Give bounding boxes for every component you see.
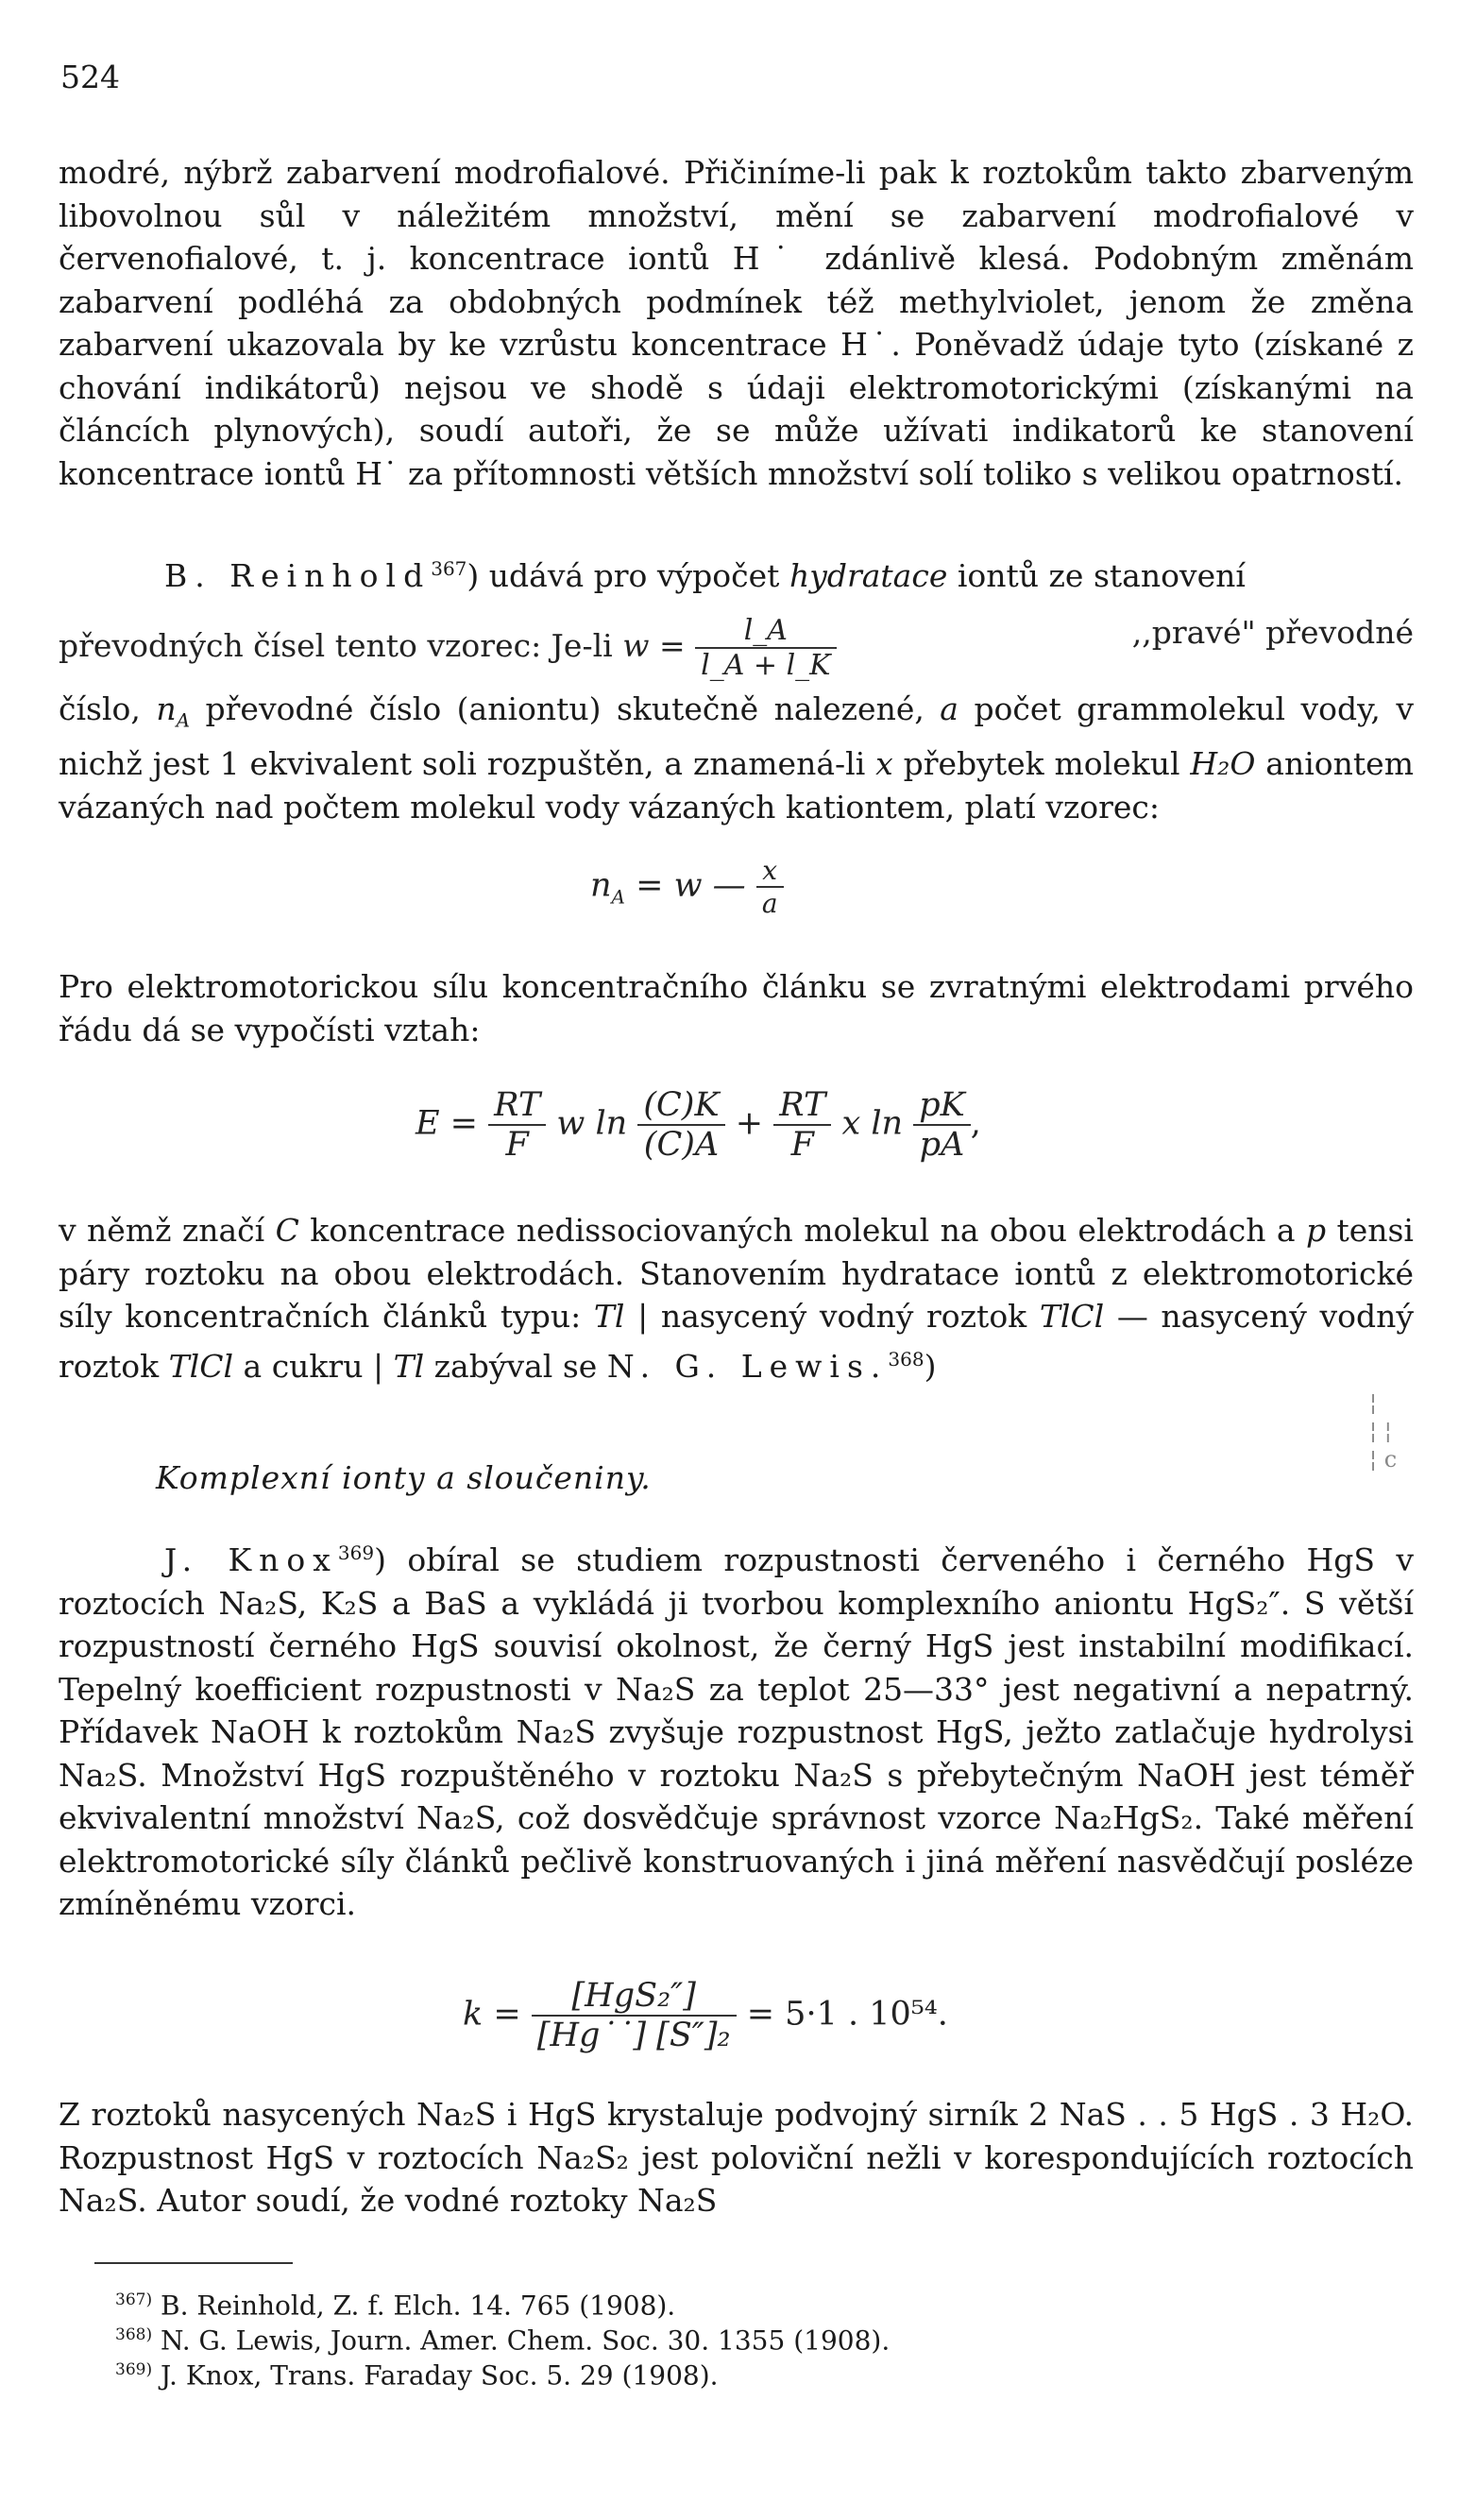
fraction-c bbox=[637, 1086, 724, 1164]
author-reinhold: B. Reinhold bbox=[164, 557, 432, 594]
text-span: číslo, bbox=[59, 690, 141, 727]
fraction-w bbox=[695, 614, 836, 682]
footnote-368 bbox=[115, 2319, 890, 2357]
fraction-rt-f-2 bbox=[773, 1086, 831, 1164]
text-span: tensi páry roztoku na obou elektrodách. Stanovením hydratace iontů z elektromotorické síly koncentračních článků typu: bbox=[59, 1212, 1414, 1335]
text-span: zabýval se bbox=[433, 1347, 598, 1385]
fraction-denominator: a bbox=[761, 888, 778, 919]
text-span: a cukru | bbox=[243, 1347, 384, 1385]
footnote-number: 369) bbox=[115, 2360, 153, 2379]
footnote-369 bbox=[115, 2354, 719, 2392]
equation-emf: E = $\frac{RT}{F}$ w ln $\frac{(C)K}{(C)A}$ + $\frac{RT}{F}$ x ln $\frac{pK}{pA}$ , bbox=[416, 1086, 981, 1164]
fraction-rt-f bbox=[488, 1086, 546, 1164]
footnote-number: 367) bbox=[115, 2290, 153, 2309]
symbol-c: C bbox=[275, 1212, 299, 1249]
fraction-denominator: (C)A bbox=[643, 1126, 720, 1164]
footnote-number: 368) bbox=[115, 2325, 153, 2344]
text-span: převodných čísel tento vzorec: Je-li bbox=[59, 627, 613, 664]
fraction-numerator: RT bbox=[773, 1086, 831, 1126]
ref-369: 369 bbox=[337, 1541, 375, 1564]
paragraph-reinhold-cont: číslo, $n_A$ převodné číslo (aniontu) skutečně nalezené, a počet grammolekul vody, v nichž jest 1 ekvivalent soli rozpuštěn, a znamená-li x přebytek molekul H₂O aniontem vázaných nad počtem molekul vody vázaných kationtem, platí vzorec: bbox=[59, 690, 1414, 826]
text-span: přebytek molekul bbox=[903, 745, 1180, 783]
fraction-denominator: F bbox=[505, 1126, 529, 1164]
paragraph-crystallization: Z roztoků nasycených Na₂S i HgS krystaluje podvojný sirník 2 NaS . . 5 HgS . 3 H₂O. Rozpustnost HgS v roztocích Na₂S₂ jest poloviční nežli v korespondujících roztocích Na₂S. Autor soudí, že vodné roztoky Na₂S bbox=[59, 2096, 1414, 2219]
fraction-denominator: [Hg˙˙] [S″]₂ bbox=[536, 2017, 731, 2054]
footnote-text: B. Reinhold, Z. f. Elch. 14. 765 (1908). bbox=[161, 2290, 676, 2322]
symbol-a: a bbox=[940, 690, 959, 727]
formula-tl-2: Tl bbox=[393, 1347, 425, 1385]
text-span: počet grammolekul vody, v nichž jest 1 ekvivalent soli rozpuštěn, a znamená-li bbox=[59, 690, 1414, 783]
fraction-numerator: x bbox=[756, 855, 784, 888]
paragraph-indicators: modré, nýbrž zabarvení modrofialové. Přičiníme-li pak k roztokům takto zbarveným libovolnou sůl v náležitém množství, mění se zabarvení modrofialové v červenofialové, t. j. koncentrace iontů H˙ zdánlivě klesá. Podobným změnám zabarvení podléhá za obdobných podmínek též methylviolet, jenom že změna zabarvení ukazovala by ke vzrůstu koncentrace H˙. Poněvadž údaje tyto (získané z chování indikátorů) nejsou ve shodě s údaji elektromotorickými (získanými na článcích plynových), soudí autoři, že se může užívati indikatorů ke stanovení koncentrace iontů H˙ za přítomnosti větších množství solí toliko s velikou opatrností. bbox=[59, 154, 1414, 492]
paragraph-emf: Pro elektromotorickou sílu koncentračního článku se zvratnými elektrodami prvého řádu dá se vypočísti vztah: bbox=[59, 968, 1414, 1048]
text-span: koncentrace nedissociovaných molekul na obou elektrodách a bbox=[310, 1212, 1296, 1249]
emphasis-hydratace: hydratace bbox=[789, 557, 948, 594]
formula-tl: Tl bbox=[593, 1298, 625, 1335]
section-heading: Komplexní ionty a sloučeniny. bbox=[156, 1459, 652, 1496]
footnote-text: J. Knox, Trans. Faraday Soc. 5. 29 (1908). bbox=[161, 2359, 719, 2392]
text-span: ) bbox=[924, 1347, 937, 1385]
text-span: převodné číslo (aniontu) skutečně nalezené, bbox=[205, 690, 925, 727]
eq2-lhs: n bbox=[590, 866, 612, 905]
eq3-w-ln: w ln bbox=[556, 1104, 628, 1143]
fraction-numerator: pK bbox=[913, 1086, 971, 1126]
author-knox: J. Knox bbox=[164, 1541, 338, 1578]
text-span: ) obíral se studiem rozpustnosti červeného i černého HgS v roztocích Na₂S, K₂S a BaS a vykládá ji tvorbou komplexního aniontu HgS₂″. S větší rozpustností černého HgS souvisí okolnost, že černý HgS jest instabilní modifikací. Tepelný koefficient rozpustnosti v Na₂S za teplot 25—33° jest negativní a nepatrný. Přídavek NaOH k roztokům Na₂S zvyšuje rozpustnost HgS, ježto zatlačuje hydrolysi Na₂S. Množství HgS rozpuštěného v roztoku Na₂S s přebytečným NaOH jest téměř ekvivalentní množství Na₂S, což dosvědčuje správnost vzorce Na₂HgS₂. Také měření elektromotorické síly článků pečlivě konstruovaných i jiná měření nasvědčují posléze zmíněnému vzorci. bbox=[59, 1541, 1414, 1922]
ref-367: 367 bbox=[431, 557, 467, 580]
eq4-rhs: = 5·1 . 10⁵⁴. bbox=[746, 1995, 948, 2034]
text-span: iontů ze stanovení bbox=[957, 557, 1246, 594]
paragraph-reinhold bbox=[59, 548, 1414, 598]
formula-h2o: H₂O bbox=[1190, 745, 1256, 783]
ref-368: 368 bbox=[888, 1347, 925, 1371]
eq2-sub: A bbox=[611, 885, 625, 909]
margin-marks: ¦ ¦ ¦ ¦ c bbox=[1369, 1389, 1398, 1473]
text-span: | nasycený vodný roztok bbox=[637, 1298, 1027, 1335]
fraction-numerator: l_A bbox=[695, 614, 836, 649]
symbol-n: n bbox=[156, 690, 177, 727]
fraction-numerator: (C)K bbox=[637, 1086, 724, 1126]
fraction-p bbox=[913, 1086, 971, 1164]
equation-na bbox=[590, 855, 784, 919]
eq1-lhs: w = bbox=[622, 627, 686, 664]
page-number: 524 bbox=[60, 59, 120, 95]
plus-sign: + bbox=[735, 1104, 764, 1143]
eq4-lhs: k = bbox=[463, 1995, 521, 2034]
fraction-numerator: RT bbox=[488, 1086, 546, 1126]
paragraph-knox bbox=[59, 1532, 1414, 1926]
symbol-p: p bbox=[1305, 1212, 1327, 1249]
text-span: v němž značí bbox=[59, 1212, 265, 1249]
footnote-text: N. G. Lewis, Journ. Amer. Chem. Soc. 30. 1355 (1908). bbox=[161, 2324, 891, 2357]
fraction-hgs bbox=[532, 1977, 737, 2054]
equation-k bbox=[463, 1977, 948, 2054]
footnote-367 bbox=[115, 2284, 675, 2322]
text-span: aniontem vázaných nad počtem molekul vody vázaných kationtem, platí vzorec: bbox=[59, 745, 1414, 826]
text-span: — nasycený vodný roztok bbox=[59, 1298, 1414, 1385]
footnote-rule bbox=[94, 2262, 293, 2264]
eq3-lhs: E = bbox=[416, 1104, 479, 1143]
fraction-denominator: F bbox=[790, 1126, 814, 1164]
fraction-numerator: [HgS₂″] bbox=[532, 1977, 737, 2017]
formula-tlcl: TlCl bbox=[1039, 1298, 1105, 1335]
fraction-x-a bbox=[756, 855, 784, 919]
author-lewis: N. G. Lewis. bbox=[606, 1347, 889, 1385]
paragraph-lewis bbox=[59, 1209, 1414, 1388]
eq3-x-ln: x ln bbox=[841, 1104, 904, 1143]
symbol-x: x bbox=[875, 745, 893, 783]
transference-line bbox=[59, 614, 1414, 682]
text-span: ,,pravé" převodné bbox=[1131, 614, 1414, 651]
formula-tlcl-2: TlCl bbox=[168, 1347, 234, 1385]
fraction-denominator: pA bbox=[919, 1126, 965, 1164]
fraction-denominator: l_A + l_K bbox=[701, 649, 831, 682]
eq2-mid: = w — bbox=[636, 866, 746, 905]
text-span: ) udává pro výpočet bbox=[467, 557, 780, 594]
